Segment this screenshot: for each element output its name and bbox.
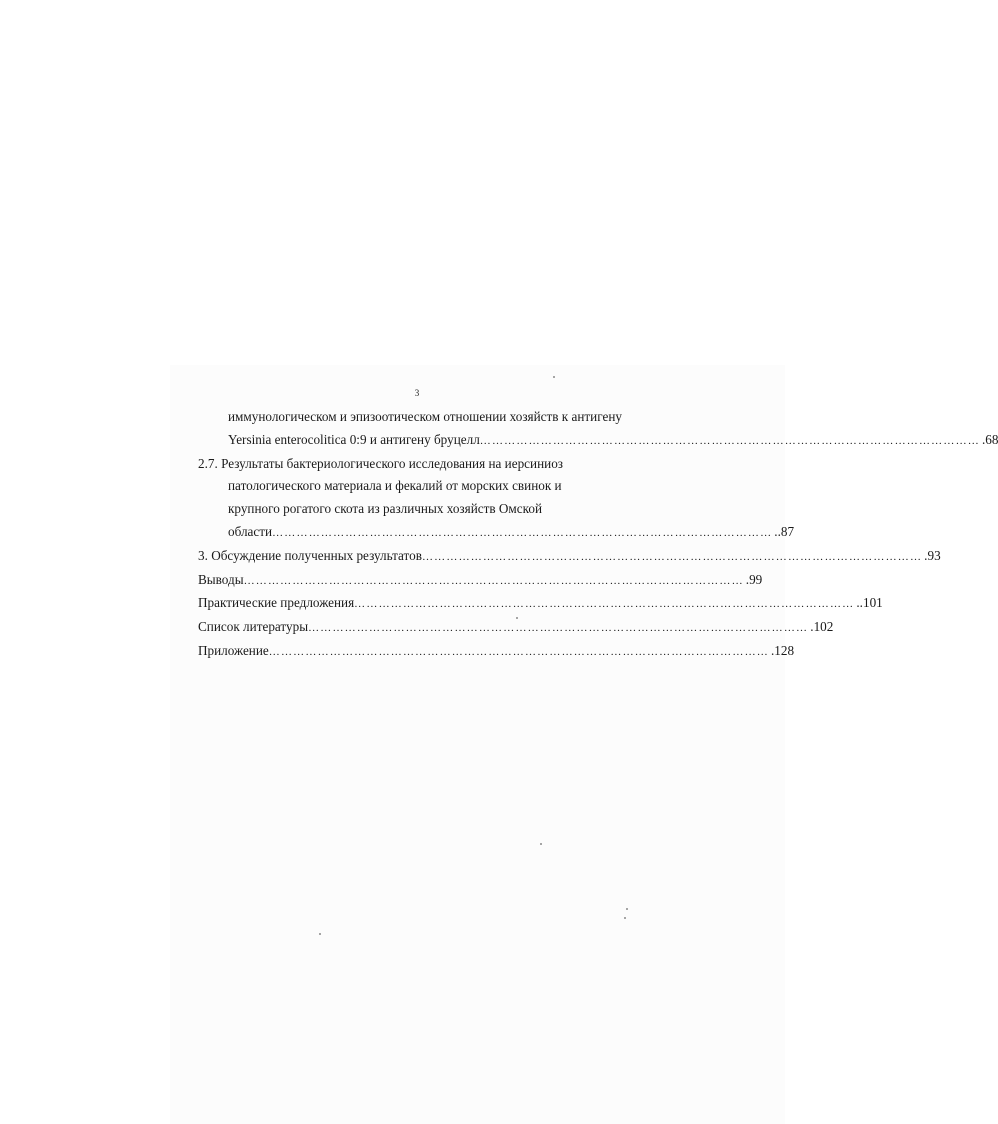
scan-speck: [319, 933, 321, 935]
toc-entry-text: Выводы: [198, 571, 244, 587]
toc-entry-page: .68: [981, 431, 998, 447]
toc-leader-dots: ……………………………………………………………………………………………………………: [308, 622, 809, 635]
toc-leader-dots: ……………………………………………………………………………………………………………: [268, 645, 769, 658]
scan-speck: [624, 917, 626, 919]
toc-entry-page: ..87: [774, 523, 795, 539]
toc-entry-conclusions: [198, 569, 763, 593]
table-of-contents: [198, 406, 998, 664]
toc-section-title-continued: патологического материала и фекалий от морских свинок и: [228, 478, 562, 494]
toc-continuation-line: иммунологическом и эпизоотическом отношении хозяйств к антигену: [228, 409, 622, 424]
toc-leader-dots: ……………………………………………………………………………………………………………: [354, 598, 855, 611]
toc-entry-page: .128: [770, 642, 795, 658]
toc-entry-references: [198, 616, 834, 640]
toc-entry-text: 3. Обсуждение полученных результатов: [198, 547, 422, 563]
toc-section-title-continued: крупного рогатого скота из различных хозяйств Омской: [228, 501, 543, 517]
toc-entry-text: Список литературы: [198, 619, 309, 635]
toc-entry-text: Приложение: [198, 642, 269, 658]
toc-entry-page: .93: [924, 547, 941, 563]
toc-entry-practical-proposals: [198, 592, 883, 616]
toc-entry-text: Практические предложения: [198, 595, 355, 611]
page-number: 3: [414, 388, 420, 398]
toc-entry-page: ..101: [856, 595, 883, 611]
toc-entry-text: области: [228, 523, 273, 539]
scan-speck: [516, 617, 518, 619]
scan-speck: [626, 908, 628, 910]
toc-entry-text: Yersinia enterocolitica 0:9 и антигену бруцелл: [228, 431, 480, 447]
toc-entry-page: .102: [810, 619, 834, 635]
toc-entry-discussion: [198, 545, 941, 569]
toc-leader-dots: ……………………………………………………………………………………………………………: [272, 526, 773, 539]
toc-leader-dots: ……………………………………………………………………………………………………………: [421, 550, 923, 563]
toc-entry: [198, 521, 795, 545]
toc-leader-dots: ……………………………………………………………………………………………………………: [479, 434, 980, 447]
toc-entry-appendix: [198, 640, 795, 664]
toc-leader-dots: ……………………………………………………………………………………………………………: [243, 574, 744, 587]
toc-entry: [198, 429, 998, 453]
toc-section-title: 2.7. Результаты бактериологического исследования на иерсиниоз: [198, 455, 563, 471]
scan-speck: [540, 843, 542, 845]
scan-speck: [553, 376, 555, 378]
toc-entry-page: .99: [745, 571, 763, 587]
